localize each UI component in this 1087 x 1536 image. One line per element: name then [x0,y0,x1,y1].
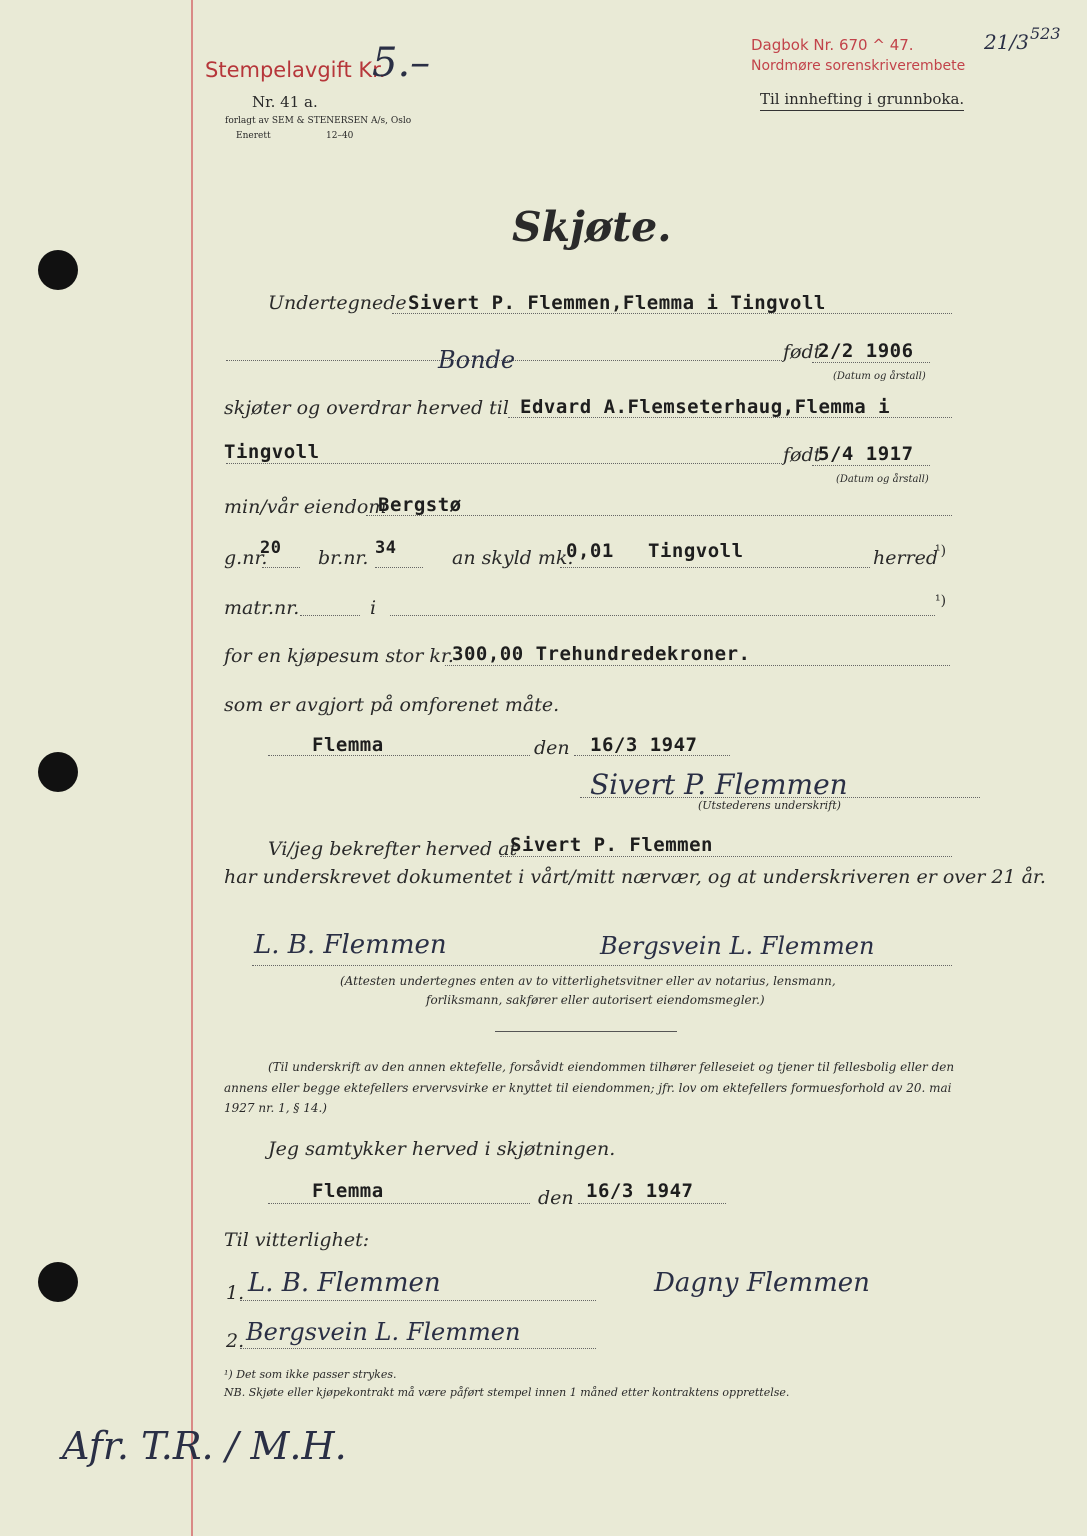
brnr-line [375,567,423,568]
date1-date: 16/3 1947 [590,734,698,756]
attest-name: Sivert P. Flemmen [510,834,713,856]
witness-number-2: 2. [226,1330,245,1352]
date1-date-line [574,755,730,756]
herred-label: herred [873,547,939,569]
buyer-name-line2: Tingvoll [224,441,320,463]
publisher-code: 12–40 [326,131,354,141]
consent-text: Jeg samtykker herved i skjøtningen. [268,1138,616,1160]
date1-place-line [268,755,530,756]
skyld-value: 0,01 [566,540,614,562]
attest-signature-line [252,965,952,966]
matr-line [300,615,360,616]
attest-note1: (Attesten undertegnes enten av to vitterlighetsvitner eller av notarius, lensmann, [340,974,836,988]
stamp-fee-label: Stempelavgift Kr. [205,58,386,82]
gnr-label: g.nr. [224,547,268,569]
price-label: for en kjøpesum stor kr. [224,645,454,667]
attest-label: Vi/jeg bekrefter herved at [268,838,518,860]
seller-born-hint: (Datum og årstall) [833,371,926,382]
matr-i: i [370,597,377,619]
witness2-line [240,1348,596,1349]
date1-den: den [534,737,570,759]
date2-den: den [538,1187,574,1209]
date2-place-line [268,1203,530,1204]
seller-name: Sivert P. Flemmen,Flemma i Tingvoll [408,292,826,314]
footnote-strike: ¹) Det som ikke passer strykes. [224,1368,397,1381]
gnr-line [262,567,300,568]
binding-instruction: Til innhefting i grunnboka. [760,90,964,111]
spouse-note-line1: (Til underskrift av den annen ektefelle, forsåvidt eiendommen tilhører felleseiet og tjener til fellesbolig eller den [268,1060,955,1074]
brnr-value: 34 [375,538,397,558]
office-stamp: Nordmøre sorenskriverembete [751,58,966,74]
document-title: Skjøte. [512,203,672,251]
spouse-note-line3: 1927 nr. 1, § 14.) [224,1101,327,1115]
dagbok-date: 21/3 [984,30,1029,54]
divider [495,1031,677,1032]
attest-line [500,856,952,857]
margin-handwritten-note: Afr. T.R. / M.H. [62,1424,347,1468]
stamp-fee-amount: 5.– [372,40,431,86]
page-reference: 523 [1030,24,1061,43]
date2-date-line [578,1203,726,1204]
skyld-line [560,567,870,568]
publisher-enerett: Enerett [236,131,271,141]
matr-i-line [390,615,935,616]
punch-hole-top [38,250,78,290]
witness-number-1: 1. [226,1282,245,1304]
publisher-line: forlagt av SEM & STENERSEN A/s, Oslo [225,116,412,126]
property-line [366,515,952,516]
date1-place: Flemma [312,734,384,756]
buyer-label: skjøter og overdrar herved til [224,397,509,419]
buyer-born-line [812,465,930,466]
buyer-line2 [226,463,782,464]
attest-note2: forliksmann, sakfører eller autorisert eiendomsmegler.) [426,993,765,1007]
attest-line2: har underskrevet dokumentet i vårt/mitt nærvær, og at underskriveren er over 21 år. [224,866,1046,888]
witness1-line [240,1300,596,1301]
matr-close: ¹) [935,593,947,609]
buyer-born-hint: (Datum og årstall) [836,474,929,485]
margin-rule [191,0,193,1536]
settled-text: som er avgjort på omforenet måte. [224,694,560,716]
attest-witness1-signature: L. B. Flemmen [254,930,447,960]
dagbok-stamp: Dagbok Nr. 670 ^ 47. [751,36,914,54]
property-name: Bergstø [378,494,462,516]
buyer-born-date: 5/4 1917 [818,443,914,465]
issuer-signature-line [580,797,980,798]
buyer-line [508,417,952,418]
issuer-signature: Sivert P. Flemmen [590,768,848,801]
witness2-signature: Bergsvein L. Flemmen [246,1318,521,1346]
date2-date: 16/3 1947 [586,1180,694,1202]
property-label: min/vår eiendom [224,496,387,518]
price-value: 300,00 Trehundredekroner. [452,643,751,665]
price-line [445,665,950,666]
seller-occupation: Bonde [438,346,516,374]
matr-label: matr.nr. [224,597,300,619]
municipality: Tingvoll [648,540,744,562]
witness1-signature: L. B. Flemmen [248,1268,441,1298]
buyer-name-line1: Edvard A.Flemseterhaug,Flemma i [520,396,891,418]
issuer-signature-hint: (Utstederens underskrift) [698,799,841,812]
seller-born-line [812,362,930,363]
attest-witness2-signature: Bergsvein L. Flemmen [600,932,875,960]
punch-hole-bottom [38,1262,78,1302]
seller-born-label: født [783,341,822,363]
form-number: Nr. 41 a. [252,93,318,111]
seller-born-date: 2/2 1906 [818,340,914,362]
punch-hole-middle [38,752,78,792]
consent-signature: Dagny Flemmen [654,1268,870,1298]
footnote-nb: NB. Skjøte eller kjøpekontrakt må være påført stempel innen 1 måned etter kontraktens opprettelse. [224,1386,790,1399]
seller-label: Undertegnede [268,292,407,314]
brnr-label: br.nr. [318,547,369,569]
gnr-value: 20 [260,538,282,558]
skyld-label: an skyld mk. [452,547,574,569]
spouse-note-line2: annens eller begge ektefellers ervervsvirke er knyttet til eiendommen; jfr. lov om ektefellers formuesforhold av 20. mai [224,1081,952,1095]
date2-place: Flemma [312,1180,384,1202]
herred-footnote-mark: ¹) [935,543,947,559]
buyer-born-label: født [783,444,822,466]
witnesses-label: Til vitterlighet: [224,1229,370,1251]
